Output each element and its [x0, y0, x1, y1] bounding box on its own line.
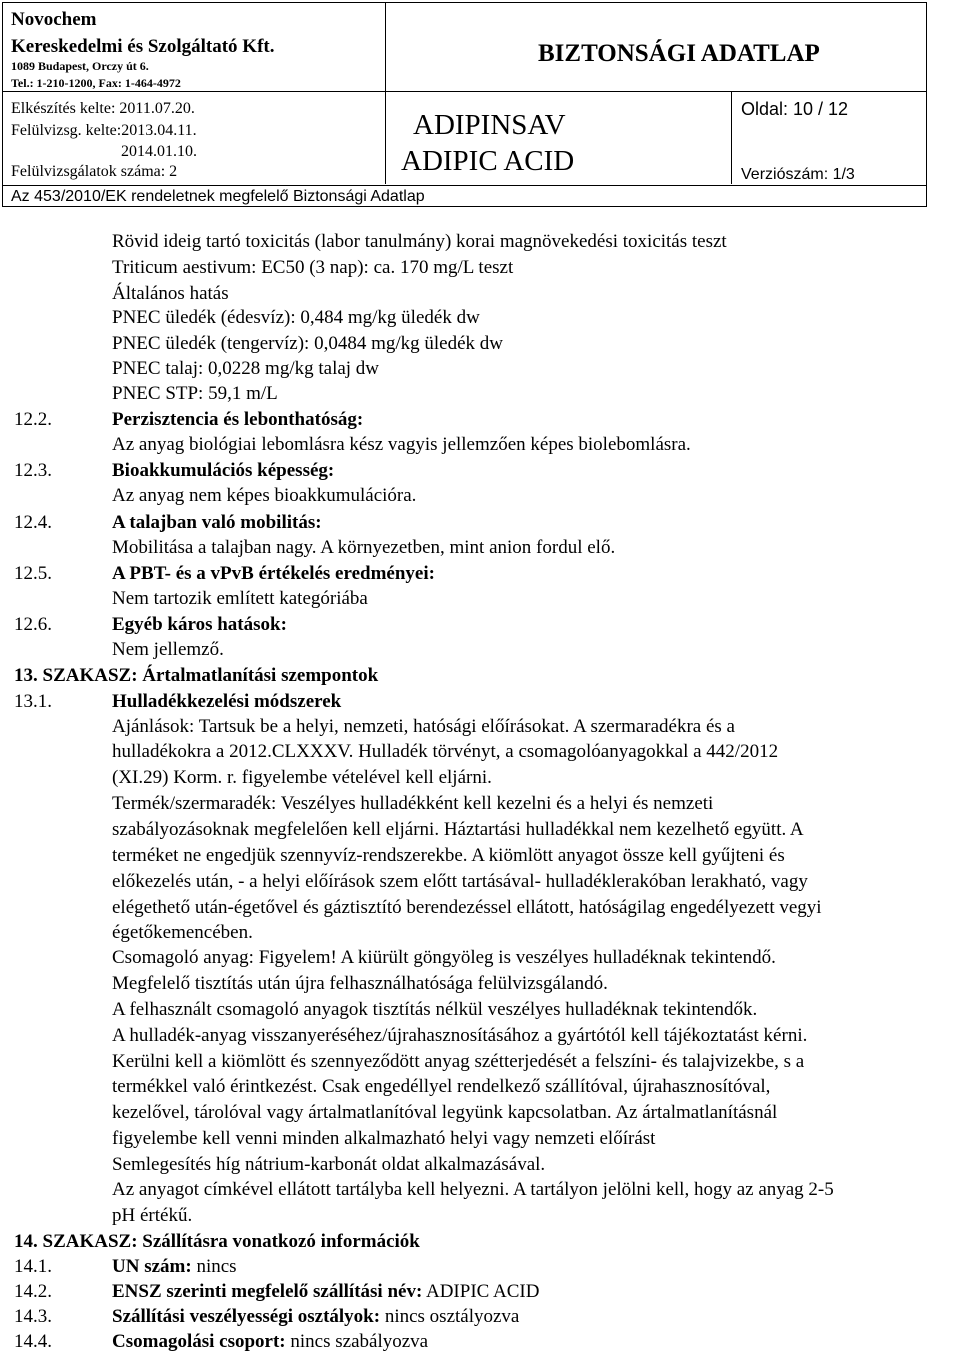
document-type: BIZTONSÁGI ADATLAP — [538, 40, 820, 67]
disposal-line: (XI.29) Korm. r. figyelembe vételével kell eljárni. — [112, 767, 492, 788]
section-title: A talajban való mobilitás: — [112, 512, 322, 533]
section-number: 14.3. — [14, 1306, 52, 1327]
disposal-line: terméket ne engedjük szennyvíz-rendszerekbe. A kiömlött anyagot össze kell gyűjteni és — [112, 845, 785, 866]
transport-label: UN szám: — [112, 1256, 192, 1277]
section-title: Bioakkumulációs képesség: — [112, 460, 335, 481]
section-number: 14.1. — [14, 1256, 52, 1277]
section-number: 12.2. — [14, 409, 52, 430]
tox-line: Általános hatás — [112, 283, 229, 304]
section-heading-14: 14. SZAKASZ: Szállításra vonatkozó információk — [14, 1231, 420, 1252]
tox-line: PNEC üledék (édesvíz): 0,484 mg/kg üledék dw — [112, 307, 480, 328]
company-name: Novochem — [11, 9, 97, 30]
transport-item — [112, 1307, 519, 1326]
disposal-line: A felhasznált csomagoló anyagok tisztítás nélkül veszélyes hulladéknak tekintendők. — [112, 999, 758, 1020]
disposal-line: pH értékű. — [112, 1205, 193, 1226]
section-number: 12.6. — [14, 614, 52, 635]
section-number: 14.4. — [14, 1331, 52, 1352]
disposal-line: elégethető után-égetővel és gáztisztító berendezéssel ellátott, hatóságilag engedélyezett vegyi — [112, 897, 822, 918]
section-text: Az anyag nem képes bioakkumulációra. — [112, 485, 417, 506]
tox-line: Triticum aestivum: EC50 (3 nap): ca. 170 mg/L teszt — [112, 257, 514, 278]
company-tel-fax: Tel.: 1-210-1200, Fax: 1-464-4972 — [11, 76, 181, 90]
disposal-line: Csomagoló anyag: Figyelem! A kiürült göngyöleg is veszélyes hulladéknak tekintendő. — [112, 947, 776, 968]
section-number: 14.2. — [14, 1281, 52, 1302]
disposal-line: égetőkemencében. — [112, 922, 253, 943]
disposal-line: Ajánlások: Tartsuk be a helyi, nemzeti, hatósági előírásokat. A szermaradékra és a — [112, 716, 735, 737]
disposal-line: Megfelelő tisztítás után újra felhasználhatósága felülvizsgálandó. — [112, 973, 608, 994]
disposal-line: Semlegesítés híg nátrium-karbonát oldat alkalmazásával. — [112, 1154, 546, 1175]
section-title: Hulladékkezelési módszerek — [112, 691, 342, 712]
header-divider — [3, 91, 926, 92]
page-number: Oldal: 10 / 12 — [741, 99, 849, 119]
section-title: A PBT- és a vPvB értékelés eredményei: — [112, 563, 435, 584]
transport-item — [112, 1282, 539, 1301]
transport-label: Szállítási veszélyességi osztályok: — [112, 1306, 381, 1327]
disposal-line: Az anyagot címkével ellátott tartályba kell helyezni. A tartályon jelölni kell, hogy az anyag 2-5 — [112, 1179, 834, 1200]
section-number: 13.1. — [14, 691, 52, 712]
header-divider — [3, 185, 926, 186]
version-number: Verziószám: 1/3 — [741, 166, 855, 183]
tox-line: PNEC STP: 59,1 m/L — [112, 383, 278, 404]
header-divider — [731, 91, 732, 184]
section-heading-13: 13. SZAKASZ: Ártalmatlanítási szempontok — [14, 665, 379, 686]
transport-label: Csomagolási csoport: — [112, 1331, 286, 1352]
section-text: Nem tartozik említett kategóriába — [112, 588, 368, 609]
created-date: Elkészítés kelte: 2011.07.20. — [11, 100, 195, 117]
transport-value: nincs szabályozva — [285, 1331, 429, 1352]
disposal-line: előkezelés után, - a helyi előírások szem előtt tartásával- hulladéklerakóban lerakható, vagy — [112, 871, 808, 892]
company-subtitle: Kereskedelmi és Szolgáltató Kft. — [11, 36, 275, 57]
disposal-line: Kerülni kell a kiömlött és szennyeződött anyag szétterjedését a felszíni- és talajvizekbe, s a — [112, 1051, 805, 1072]
section-number: 12.5. — [14, 563, 52, 584]
transport-value: nincs osztályozva — [380, 1306, 520, 1327]
tox-line: Rövid ideig tartó toxicitás (labor tanulmány) korai magnövekedési toxicitás teszt — [112, 231, 727, 252]
header-divider — [385, 3, 386, 184]
disposal-line: szabályozásoknak megfelelően kell eljárni. Háztartási hulladékkal nem kezelhető együtt. A — [112, 819, 804, 840]
section-text: Az anyag biológiai lebomlásra kész vagyis jellemzően képes biolebomlásra. — [112, 434, 691, 455]
disposal-line: kezelővel, tárolóval vagy ártalmatlanítóval legyünk kapcsolatban. Az ártalmatlanításnál — [112, 1102, 778, 1123]
product-name-hu: ADIPINSAV — [413, 109, 566, 141]
transport-item — [112, 1257, 237, 1276]
transport-label: ENSZ szerinti megfelelő szállítási név: — [112, 1281, 423, 1302]
revised-date-2: 2014.01.10. — [121, 143, 197, 160]
product-name-en: ADIPIC ACID — [401, 145, 575, 177]
section-number: 12.3. — [14, 460, 52, 481]
section-text: Nem jellemző. — [112, 639, 224, 660]
document-header — [2, 2, 927, 207]
transport-value: nincs — [191, 1256, 237, 1277]
tox-line: PNEC talaj: 0,0228 mg/kg talaj dw — [112, 358, 380, 379]
disposal-line: Termék/szermaradék: Veszélyes hulladékként kell kezelni és a helyi és nemzeti — [112, 793, 714, 814]
regulation-note: Az 453/2010/EK rendeletnek megfelelő Biztonsági Adatlap — [11, 188, 425, 205]
section-title: Perzisztencia és lebonthatóság: — [112, 409, 364, 430]
disposal-line: termékkel való érintkezést. Csak engedéllyel rendelkező szállítóval, újrahasznosítóval, — [112, 1076, 771, 1097]
disposal-line: figyelembe kell venni minden alkalmazható helyi vagy nemzeti előírást — [112, 1128, 656, 1149]
tox-line: PNEC üledék (tengervíz): 0,0484 mg/kg üledék dw — [112, 333, 504, 354]
company-address: 1089 Budapest, Orczy út 6. — [11, 59, 149, 73]
revision-count: Felülvizsgálatok száma: 2 — [11, 163, 178, 180]
transport-value: ADIPIC ACID — [422, 1281, 540, 1302]
section-number: 12.4. — [14, 512, 52, 533]
section-text: Mobilitása a talajban nagy. A környezetben, mint anion fordul elő. — [112, 537, 616, 558]
transport-item — [112, 1332, 428, 1351]
revised-date: Felülvizsg. kelte:2013.04.11. — [11, 122, 197, 139]
section-title: Egyéb káros hatások: — [112, 614, 287, 635]
disposal-line: hulladékokra a 2012.CLXXXV. Hulladék törvényt, a csomagolóanyagokkal a 442/2012 — [112, 741, 779, 762]
disposal-line: A hulladék-anyag visszanyeréséhez/újrahasznosításához a gyártótól kell tájékoztatást kérni. — [112, 1025, 808, 1046]
